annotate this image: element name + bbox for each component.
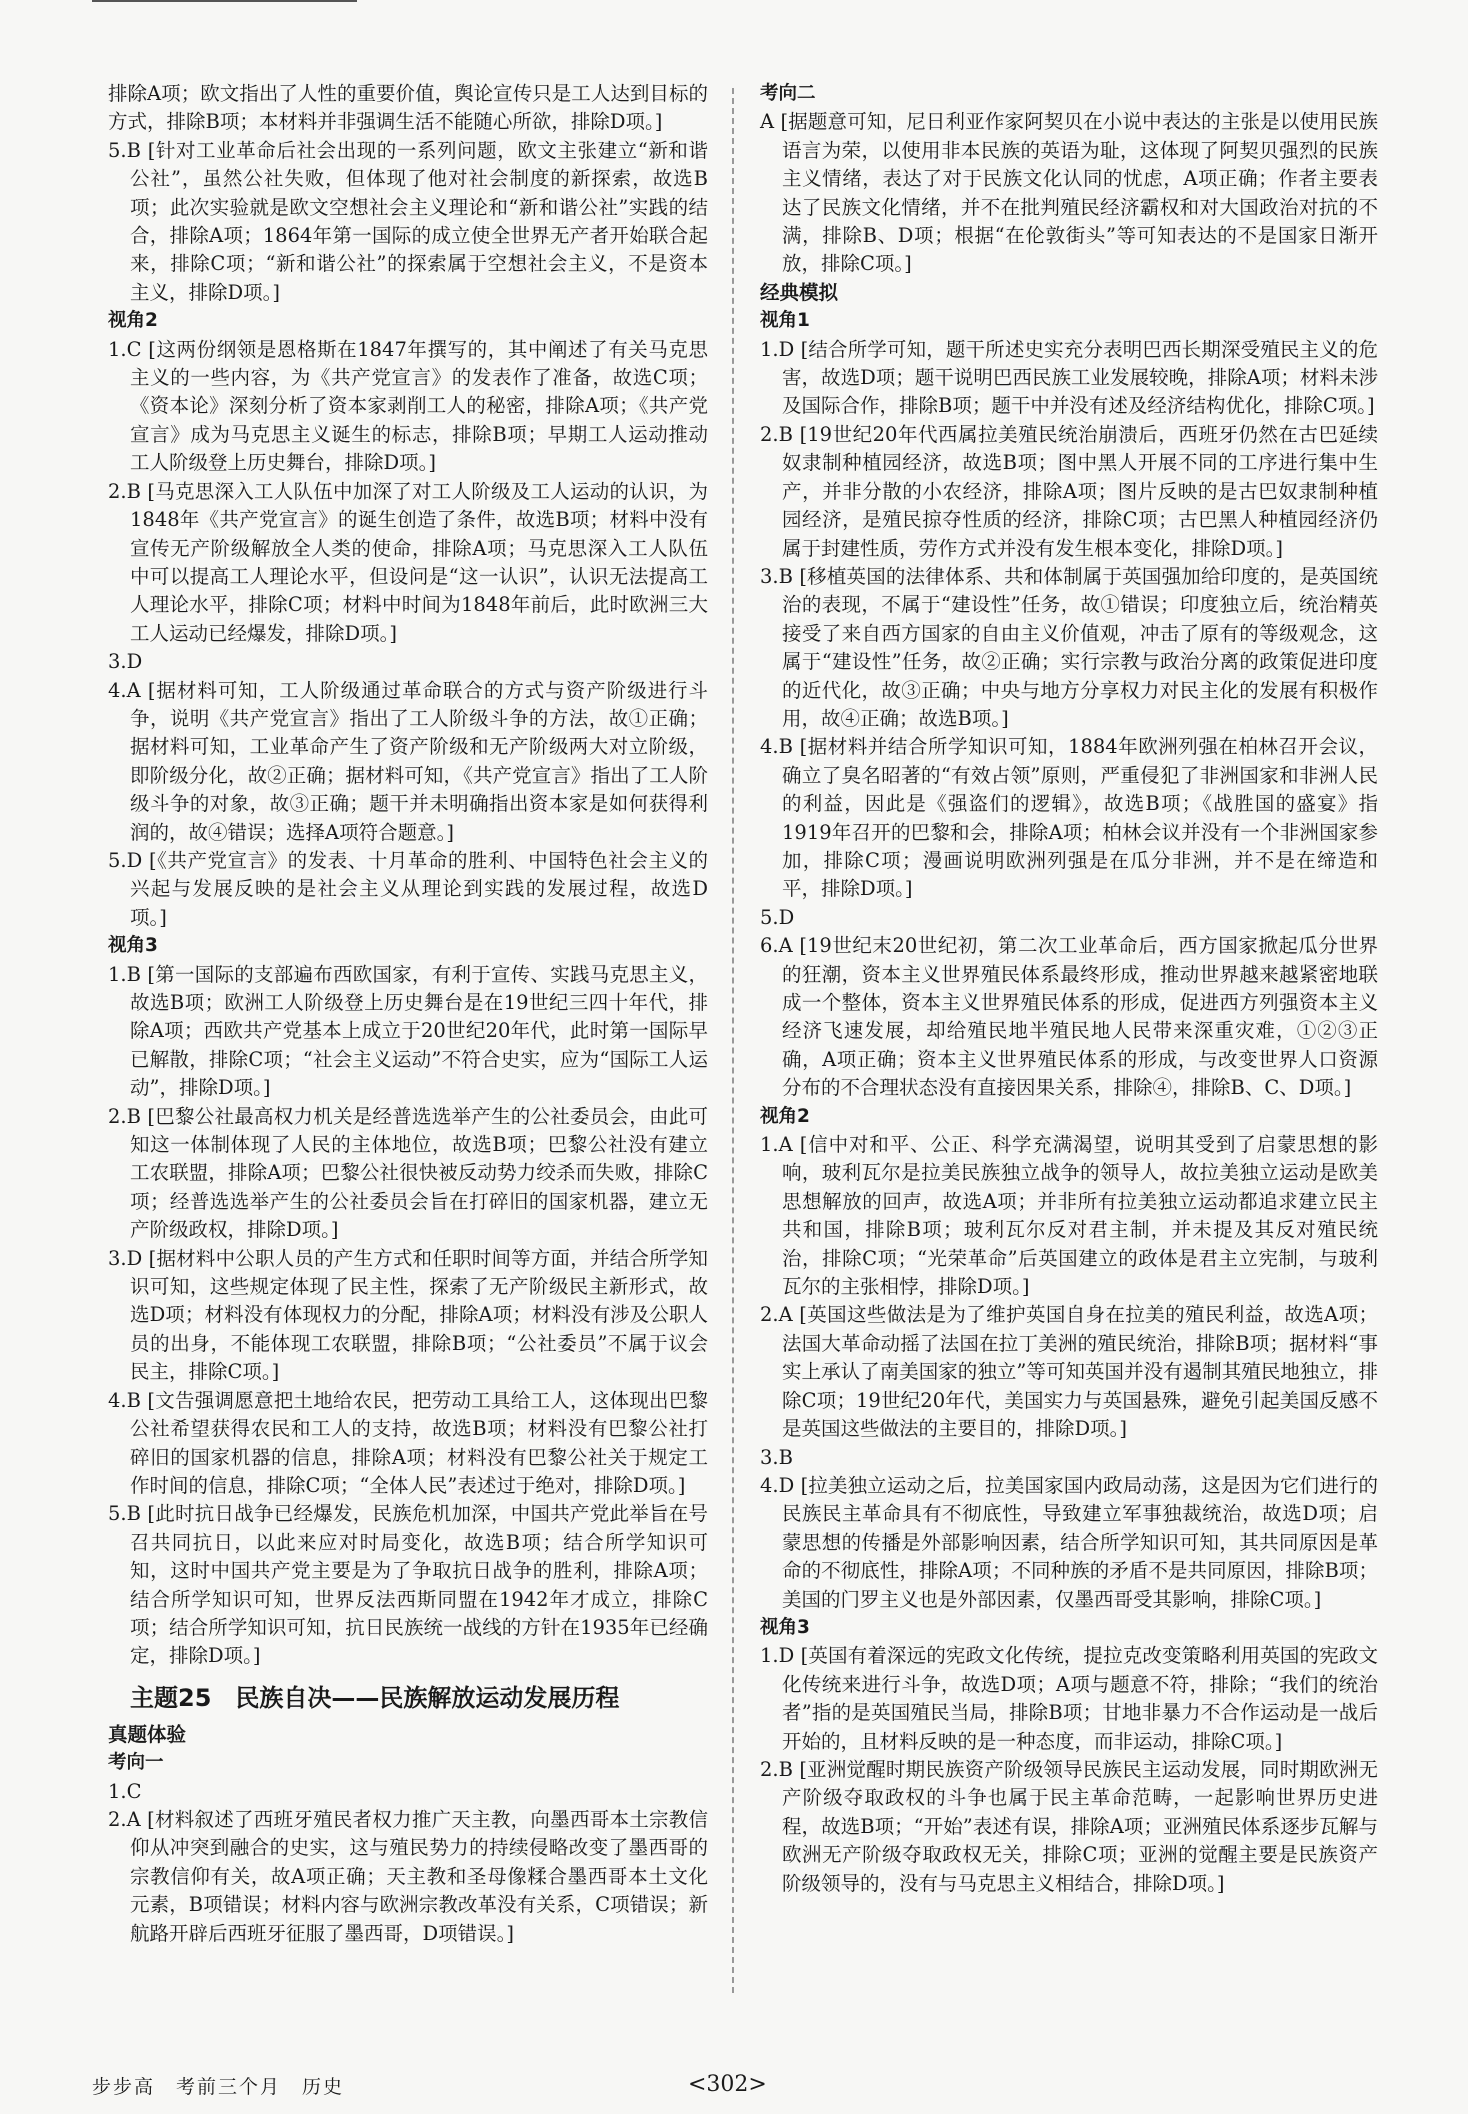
answer-item: 5.D [《共产党宣言》的发表、十月革命的胜利、中国特色社会主义的兴起与发展反映的是社会主义从理论到实践的发展过程，故选D项。] (108, 848, 708, 929)
answer-item: 3.D (108, 650, 143, 674)
answer-item: 1.B [第一国际的支部遍布西欧国家，有利于宣传、实践马克思主义，故选B项；欧洲工人阶级登上历史舞台是在19世纪三四十年代，排除A项；西欧共产党基本上成立于20世纪20年代，此时第一国际早已解散，排除C项；“社会主义运动”不符合史实，应为“国际工人运动”，排除D项。] (108, 962, 708, 1100)
view-heading: 视角2 (108, 310, 158, 332)
page-number: <302> (688, 2072, 767, 2097)
view-heading: 视角3 (760, 1616, 810, 1638)
view-heading: 视角1 (760, 310, 810, 332)
answer-item: 1.D [结合所学可知，题干所述史实充分表明巴西长期深受殖民主义的危害，故选D项；题干说明巴西民族工业发展较晚，排除A项；材料未涉及国际合作，排除B项；题干中并没有述及经济结构优化，排除C项。] (760, 337, 1378, 418)
answer-item: 4.A [据材料可知，工人阶级通过革命联合的方式与资产阶级进行斗争，说明《共产党宣言》指出了工人阶级斗争的方法，故①正确；据材料可知，工业革命产生了资产阶级和无产阶级两大对立阶级，即阶级分化，故②正确；据材料可知，《共产党宣言》指出了工人阶级斗争的对象，故③正确；题干并未明确指出资本家是如何获得利润的，故④错误；选择A项符合题意。] (108, 678, 708, 844)
topic-title: 主题25 民族自决——民族解放运动发展历程 (130, 1683, 620, 1712)
top-rule (92, 0, 357, 2)
answer-item: 3.D [据材料中公职人员的产生方式和任职时间等方面，并结合所学知识可知，这些规定体现了民主性，探索了无产阶级民主新形式，故选D项；材料没有体现权力的分配，排除A项；材料没有涉及公职人员的出身，不能体现工农联盟，排除B项；“公社委员”不属于议会民主，排除C项。] (108, 1246, 708, 1384)
answer-item: 2.B [马克思深入工人队伍中加深了对工人阶级及工人运动的认识，为1848年《共产党宣言》的诞生创造了条件，故选B项；材料中没有宣传无产阶级解放全人类的使命，排除A项；马克思深入工人队伍中可以提高工人理论水平，但设问是“这一认识”，认识无法提高工人理论水平，排除C项；材料中时间为1848年前后，此时欧洲三大工人运动已经爆发，排除D项。] (108, 479, 708, 645)
answer-item: 5.B [此时抗日战争已经爆发，民族危机加深，中国共产党此举旨在号召共同抗日，以此来应对时局变化，故选B项；结合所学知识可知，这时中国共产党主要是为了争取抗日战争的胜利，排除A项；结合所学知识可知，世界反法西斯同盟在1942年才成立，排除C项；结合所学知识可知，抗日民族统一战线的方针在1935年已经确定，排除D项。] (108, 1502, 708, 1668)
answer-item: 3.B (760, 1445, 793, 1469)
answer-item: 4.B [文告强调愿意把土地给农民，把劳动工具给工人，这体现出巴黎公社希望获得农民和工人的支持，故选B项；材料没有巴黎公社打碎旧的国家机器的信息，排除A项；材料没有巴黎公社关于规定工作时间的信息，排除C项；“全体人民”表述过于绝对，排除D项。] (108, 1388, 708, 1497)
direction-heading: 考向一 (108, 1752, 164, 1774)
answer-continuation: 排除A项；欧文指出了人性的重要价值，舆论宣传只是工人达到目标的方式，排除B项；本材料并非强调生活不能随心所欲，排除D项。] (108, 82, 708, 134)
section-heading: 真题体验 (108, 1722, 187, 1746)
answer-item: 1.D [英国有着深远的宪政文化传统，提拉克改变策略利用英国的宪政文化传统来进行斗争，故选D项；A项与题意不符，排除；“我们的统治者”指的是英国殖民当局，排除B项；甘地非暴力不合作运动是一战后开始的，且材料反映的是一种态度，而非运动，排除C项。] (760, 1644, 1378, 1753)
direction-heading: 考向二 (760, 83, 816, 104)
answer-item: 6.A [19世纪末20世纪初，第二次工业革命后，西方国家掀起瓜分世界的狂潮，资本主义世界殖民体系最终形成，推动世界越来越紧密地联成一个整体，资本主义世界殖民体系的形成，促进西方列强资本主义经济飞速发展，却给殖民地半殖民地人民带来深重灾难，①②③正确，A项正确；资本主义世界殖民体系的形成，与改变世界人口资源分布的不合理状态没有直接因果关系，排除④，排除B、C、D项。] (760, 934, 1378, 1100)
answer-item: 2.B [亚洲觉醒时期民族资产阶级领导民族民主运动发展，同时期欧洲无产阶级夺取政权的斗争也属于民主革命范畴，一起影响世界历史进程，故选B项；“开始”表述有误，排除A项；亚洲殖民体系逐步瓦解与欧洲无产阶级夺取政权无关，排除C项；亚洲的觉醒主要是民族资产阶级领导的，没有与马克思主义相结合，排除D项。] (760, 1757, 1378, 1895)
answer-item: 1.A [信中对和平、公正、科学充满渴望，说明其受到了启蒙思想的影响，玻利瓦尔是拉美民族独立战争的领导人，故拉美独立运动是欧美思想解放的回声，故选A项；并非所有拉美独立运动都追求建立民主共和国，排除B项；玻利瓦尔反对君主制，并未提及其反对殖民统治，排除C项；“光荣革命”后英国建立的政体是君主立宪制，与玻利瓦尔的主张相悖，排除D项。] (760, 1133, 1378, 1299)
answer-item: 3.B [移植英国的法律体系、共和体制属于英国强加给印度的，是英国统治的表现，不属于“建设性”任务，故①错误；印度独立后，统治精英接受了来自西方国家的自由主义价值观，冲击了原有的等级观念，这属于“建设性”任务，故②正确；实行宗教与政治分离的政策促进印度的近代化，故③正确；中央与地方分享权力对民主化的发展有积极作用，故④正确；故选B项。] (760, 564, 1378, 730)
book-footer: 步步高 考前三个月 历史 (92, 2076, 345, 2098)
answer-item: 1.C (108, 1779, 142, 1803)
answer-item: 5.B [针对工业革命后社会出现的一系列问题，欧文主张建立“新和谐公社”，虽然公社失败，但体现了他对社会制度的新探索，故选B项；此次实验就是欧文空想社会主义理论和“新和谐公社”实践的结合，排除A项；1864年第一国际的成立使全世界无产者开始联合起来，排除C项；“新和谐公社”的探索属于空想社会主义，不是资本主义，排除D项。] (108, 138, 708, 304)
view-heading: 视角3 (108, 935, 158, 957)
answer-item: 5.D (760, 905, 795, 929)
answer-item: 2.A [材料叙述了西班牙殖民者权力推广天主教，向墨西哥本土宗教信仰从冲突到融合的史实，这与殖民势力的持续侵略改变了墨西哥的宗教信仰有关，故A项正确；天主教和圣母像糅合墨西哥本土文化元素，B项错误；材料内容与欧洲宗教改革没有关系，C项错误；新航路开辟后西班牙征服了墨西哥，D项错误。] (108, 1807, 708, 1945)
answer-item: 4.D [拉美独立运动之后，拉美国家国内政局动荡，这是因为它们进行的民族民主革命具有不彻底性，导致建立军事独裁统治，故选D项；启蒙思想的传播是外部影响因素，结合所学知识可知，其共同原因是革命的不彻底性，排除A项；不同种族的矛盾不是共同原因，排除B项；美国的门罗主义也是外部因素，仅墨西哥受其影响，排除C项。] (760, 1473, 1378, 1611)
answer-item: 2.B [19世纪20年代西属拉美殖民统治崩溃后，西班牙仍然在古巴延续奴隶制种植园经济，故选B项；图中黑人开展不同的工序进行集中生产，并非分散的小农经济，排除A项；图片反映的是古巴奴隶制种植园经济，是殖民掠夺性质的经济，排除C项；古巴黑人种植园经济仍属于封建性质，劳作方式并没有发生根本变化，排除D项。] (760, 422, 1378, 560)
answer-item: 4.B [据材料并结合所学知识可知，1884年欧洲列强在柏林召开会议，确立了臭名昭著的“有效占领”原则，严重侵犯了非洲国家和非洲人民的利益，因此是《强盗们的逻辑》，故选B项；《战胜国的盛宴》指1919年召开的巴黎和会，排除A项；柏林会议并没有一个非洲国家参加，排除C项；漫画说明欧洲列强是在瓜分非洲，并不是在缔造和平，排除D项。] (760, 735, 1378, 901)
answer-item: 2.A [英国这些做法是为了维护英国自身在拉美的殖民利益，故选A项；法国大革命动摇了法国在拉丁美洲的殖民统治，排除B项；据材料“事实上承认了南美国家的独立”等可知英国并没有遏制其殖民地独立，排除C项；19世纪20年代，美国实力与英国悬殊，避免引起美国反感不是英国这些做法的主要目的，排除D项。] (760, 1303, 1378, 1441)
answer-item: A [据题意可知，尼日利亚作家阿契贝在小说中表达的主张是以使用民族语言为荣，以使用非本民族的英语为耻，这体现了阿契贝强烈的民族主义情绪，表达了对于民族文化认同的忧虑，A项正确；作者主要表达了民族文化情绪，并不在批判殖民经济霸权和对大国政治对抗的不满，排除B、D项；根据“在伦敦街头”等可知表达的不是国家日渐开放，排除C项。] (760, 110, 1378, 276)
left-column (108, 80, 708, 1948)
view-heading: 视角2 (760, 1105, 810, 1127)
column-divider (732, 88, 734, 1993)
answer-item: 1.C [这两份纲领是恩格斯在1847年撰写的，其中阐述了有关马克思主义的一些内容，为《共产党宣言》的发表作了准备，故选C项；《资本论》深刻分析了资本家剥削工人的秘密，排除A项；《共产党宣言》成为马克思主义诞生的标志，排除B项；早期工人运动推动工人阶级登上历史舞台，排除D项。] (108, 337, 708, 475)
answer-item: 2.B [巴黎公社最高权力机关是经普选选举产生的公社委员会，由此可知这一体制体现了人民的主体地位，故选B项；巴黎公社没有建立工农联盟，排除A项；巴黎公社很快被反动势力绞杀而失败，排除C项；经普选选举产生的公社委员会旨在打碎旧的国家机器，建立无产阶级政权，排除D项。] (108, 1104, 708, 1242)
right-column (760, 80, 1378, 1898)
section-heading: 经典模拟 (760, 280, 839, 304)
